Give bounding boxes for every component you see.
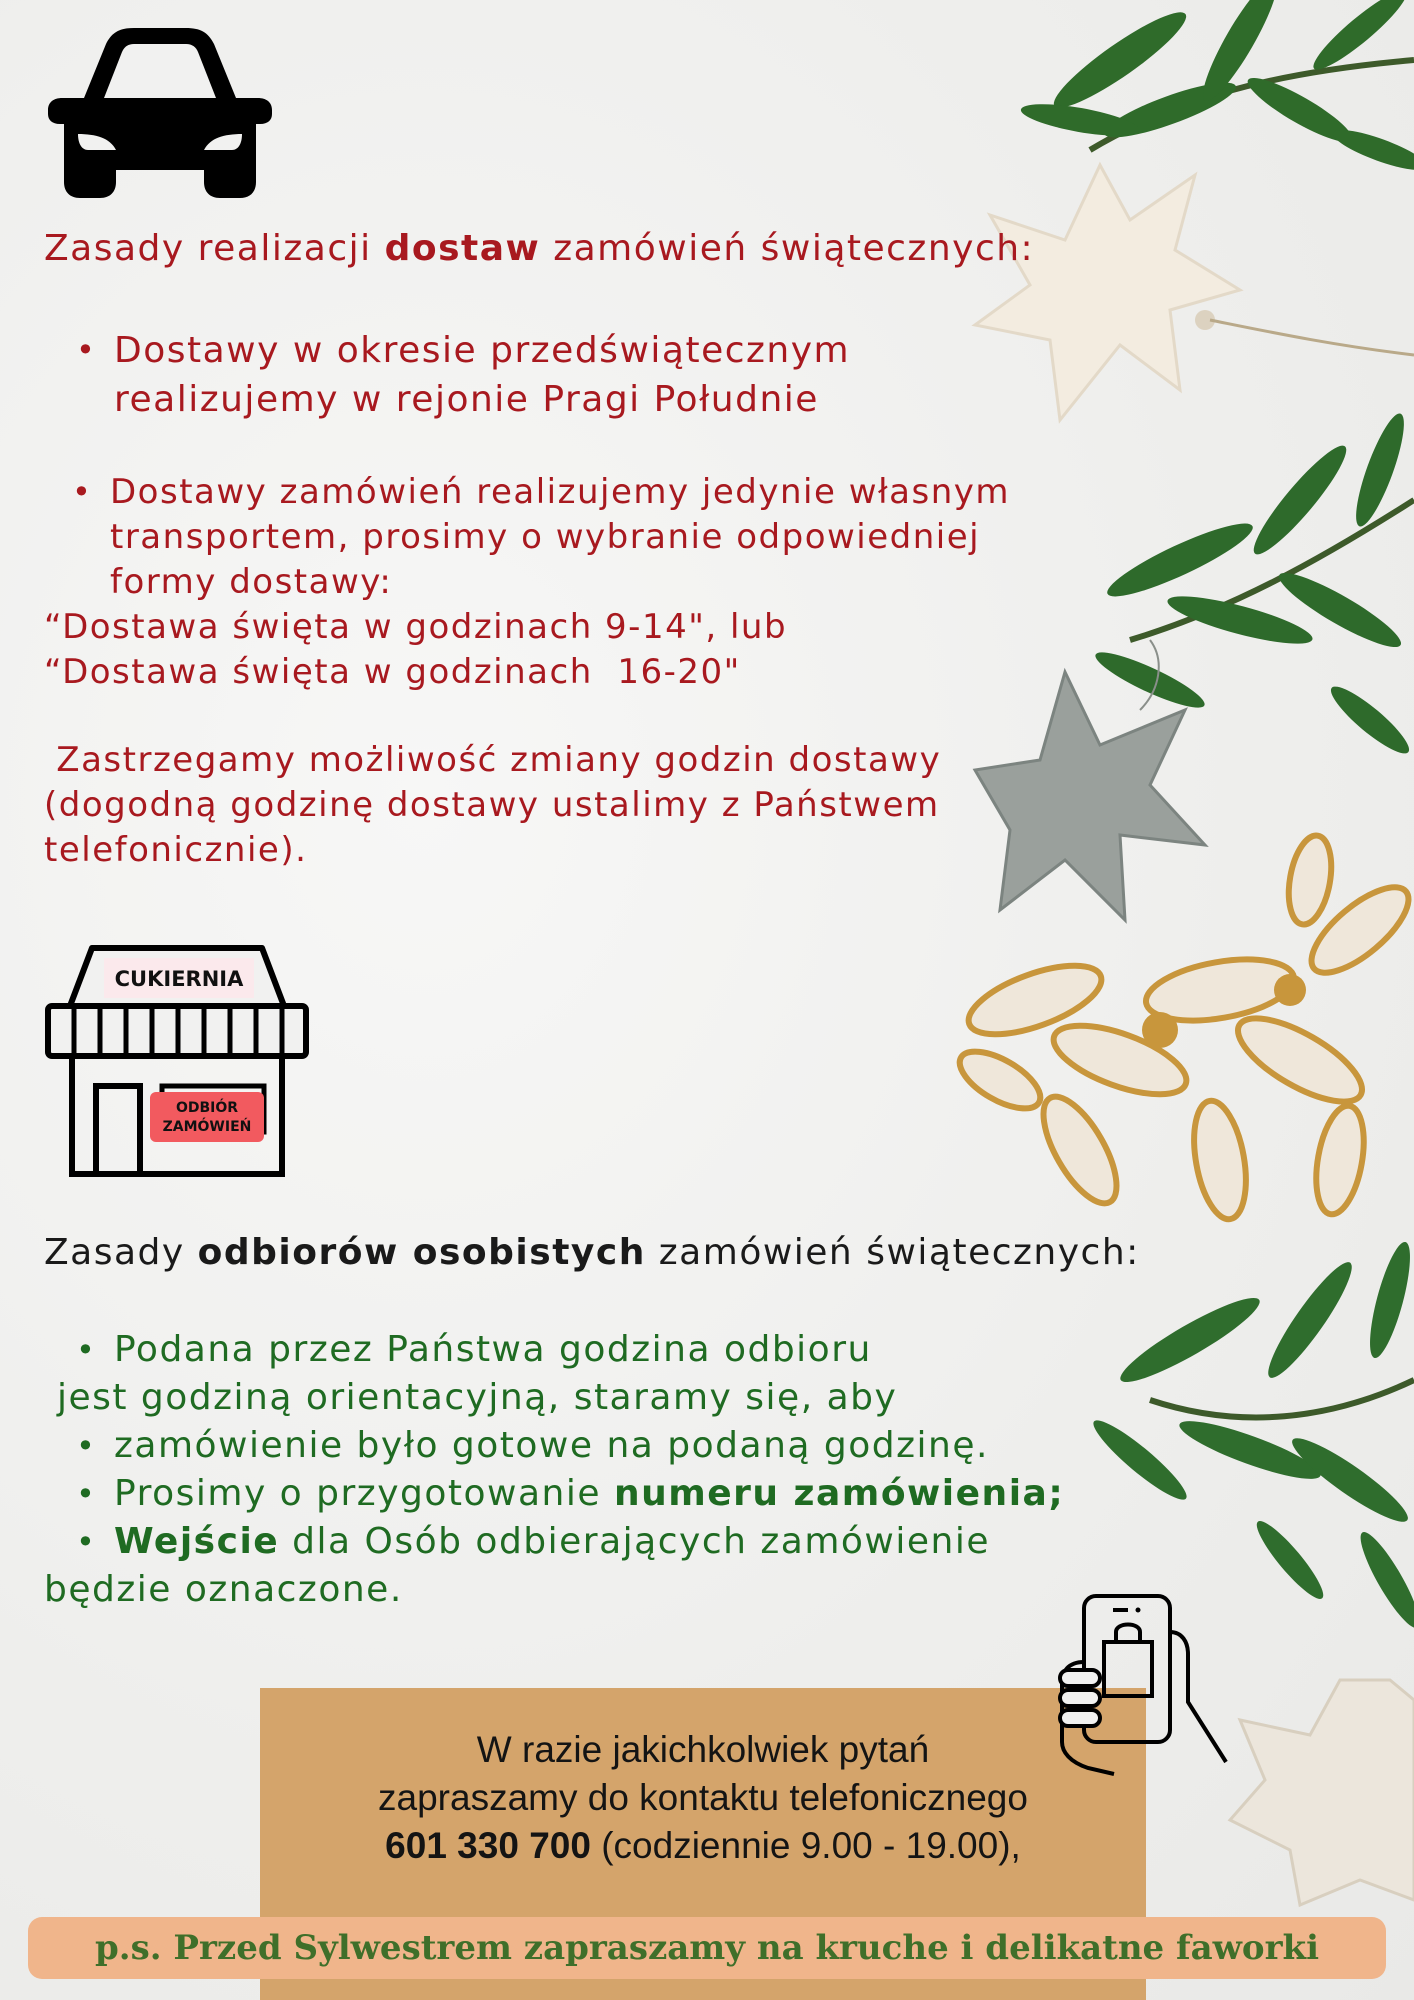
fir-branch-icon [1091, 409, 1414, 761]
pickup-bullet-time [114, 1326, 872, 1374]
delivery-transport-line3: formy dostawy: [110, 562, 393, 602]
contact-line2: zapraszamy do kontaktu telefonicznego [378, 1777, 1028, 1818]
delivery-area-line1: Dostawy w okresie przedświątecznym [114, 330, 851, 371]
pickup-line1: Podana przez Państwa godzina odbioru [114, 1329, 872, 1370]
contact-text [260, 1726, 1146, 1870]
ps-text: p.s. Przed Sylwestrem zapraszamy na kruche i delikatne faworki [94, 1928, 1320, 1968]
contact-phone[interactable]: 601 330 700 [385, 1825, 591, 1866]
shop-label-line2: ZAMÓWIEŃ [162, 1119, 252, 1135]
delivery-note-line3: telefonicznie). [44, 830, 308, 870]
pickup-heading: Zasady odbiorów osobistych zamówień świątecznych: [44, 1232, 1140, 1273]
delivery-note-line2: (dogodną godzinę dostawy ustalimy z Państwem [44, 785, 940, 825]
pickup-line2: jest godziną orientacyjną, staramy się, aby [44, 1377, 898, 1418]
delivery-heading: Zasady realizacji dostaw zamówień świątecznych: [44, 228, 1035, 269]
delivery-transport-line1: Dostawy zamówień realizujemy jedynie własnym [110, 472, 1011, 512]
pickup-line6: będzie oznaczone. [44, 1569, 403, 1610]
delivery-bullet-area [114, 326, 850, 375]
fir-branch-icon [1019, 0, 1414, 177]
delivery-transport-line2: transportem, prosimy o wybranie odpowiedniej [110, 517, 981, 557]
pickup-bullet-entrance: • Wejście dla Osób odbierających zamówienie [114, 1518, 990, 1566]
pickup-bullet-ready [114, 1422, 989, 1470]
pickup-bullet-number: • Prosimy o przygotowanie numeru zamówienia; [114, 1470, 1064, 1518]
delivery-option-evening: “Dostawa święta w godzinach 16-20" [44, 652, 741, 692]
contact-line3 [260, 1822, 1146, 1870]
delivery-option-morning: “Dostawa święta w godzinach 9-14", lub [44, 607, 788, 647]
shop-sign: CUKIERNIA [114, 967, 244, 991]
delivery-area-line2: realizujemy w rejonie Pragi Południe [114, 379, 819, 420]
car-icon [44, 22, 276, 210]
snowflake-ornament-icon [1230, 1680, 1414, 1905]
snowflake-ornament-icon [975, 165, 1414, 420]
fir-branch-icon [1086, 1239, 1414, 1634]
shop-label-line1: ODBIÓR [175, 1100, 239, 1116]
contact-line1: W razie jakichkolwiek pytań [476, 1729, 930, 1770]
contact-hours: (codziennie 9.00 - 19.00), [590, 1825, 1021, 1866]
delivery-note-line1: Zastrzegamy możliwość zmiany godzin dostawy [44, 740, 942, 780]
pickup-line3: zamówienie było gotowe na podaną godzinę. [114, 1425, 989, 1466]
shop-icon [44, 944, 310, 1180]
delivery-bullet-transport [110, 470, 1010, 515]
